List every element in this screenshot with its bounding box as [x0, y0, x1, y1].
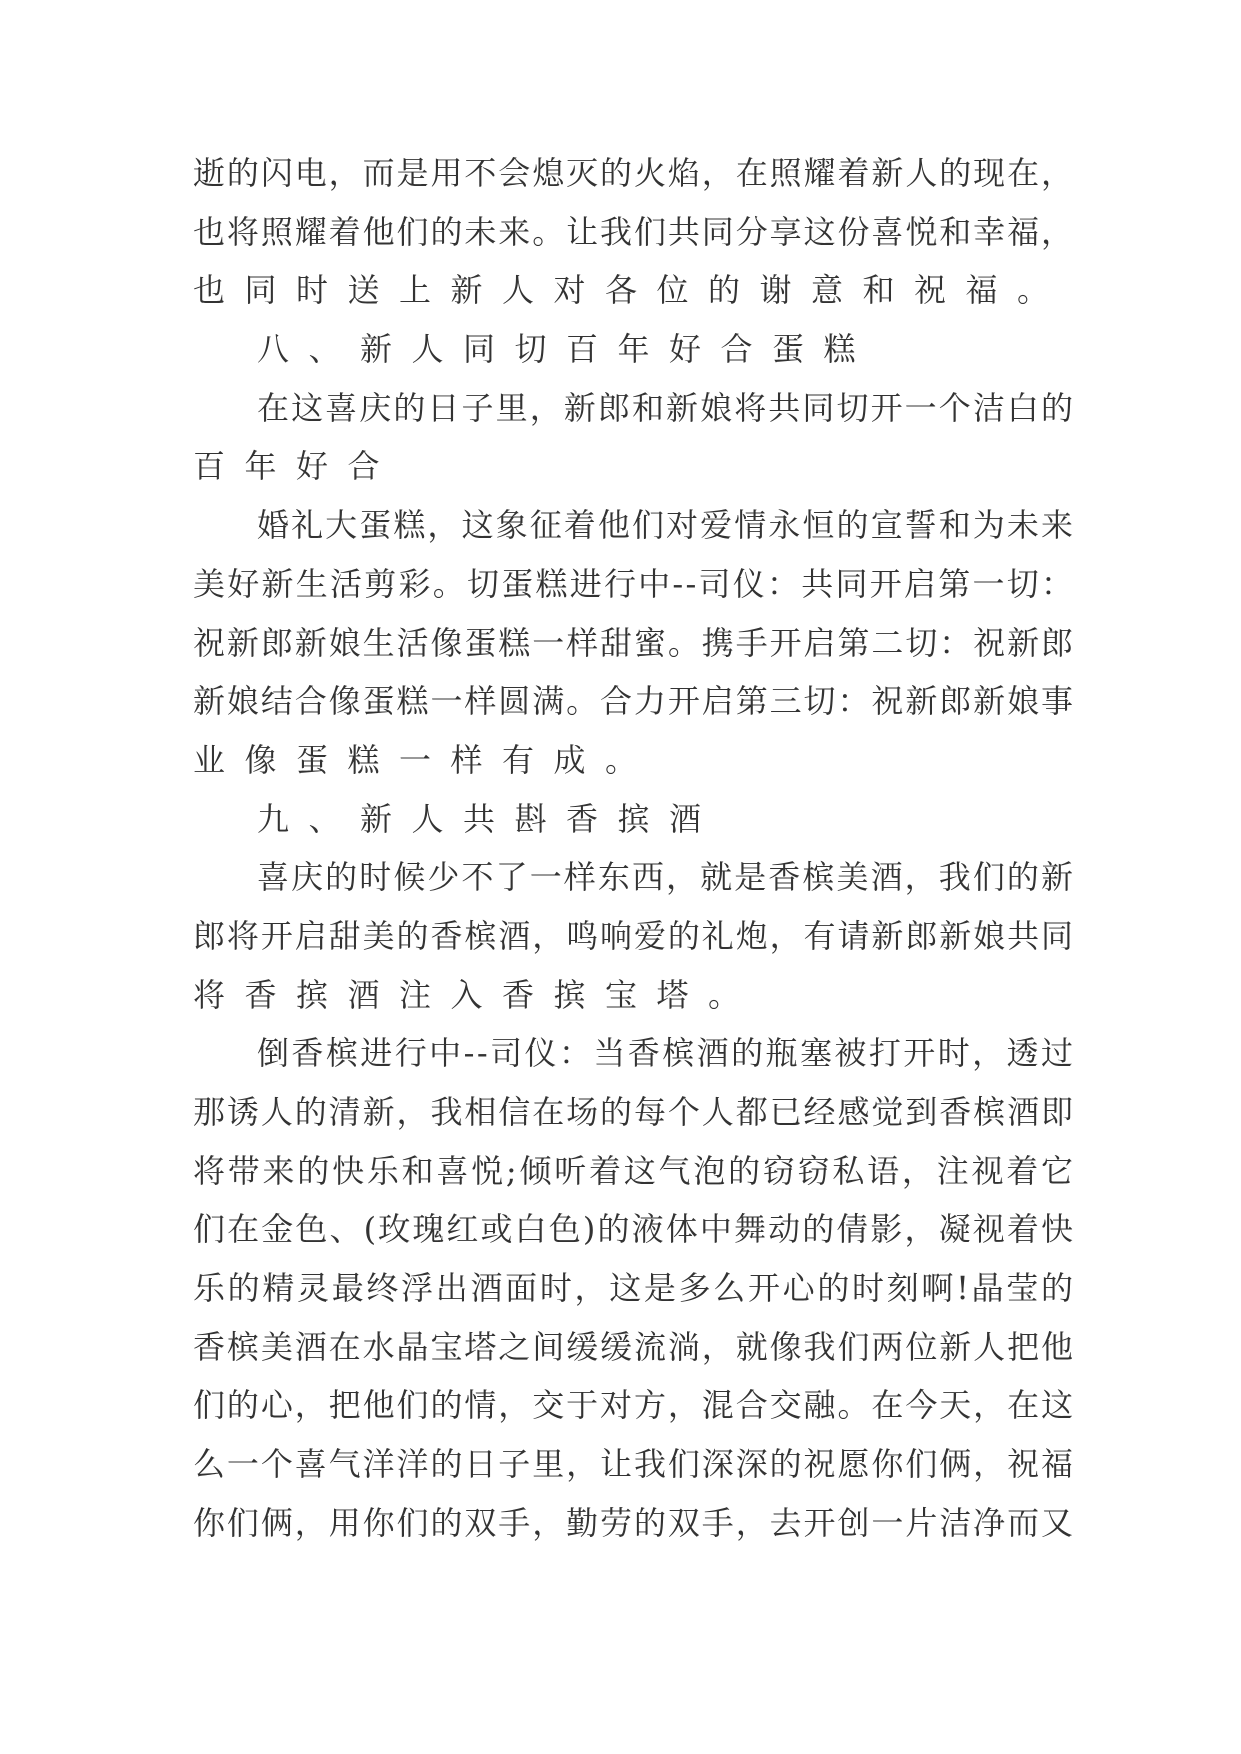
body-text: [193, 154, 1076, 1566]
text-line: 香槟美酒在水晶宝塔之间缓缓流淌，就像我们两位新人把他: [193, 1327, 1075, 1366]
text-line: 九、新人共斟香摈酒: [257, 799, 721, 838]
text-line: 们在金色、(玫瑰红或白色)的液体中舞动的倩影，凝视着快: [193, 1210, 1076, 1249]
text-line: 将带来的快乐和喜悦;倾听着这气泡的窃窃私语，注视着它: [193, 1151, 1076, 1190]
text-line: 祝新郎新娘生活像蛋糕一样甜蜜。携手开启第二切：祝新郎: [193, 623, 1075, 662]
text-line: 么一个喜气洋洋的日子里，让我们深深的祝愿你们俩，祝福: [193, 1445, 1075, 1484]
text-line: 乐的精灵最终浮出酒面时，这是多么开心的时刻啊!晶莹的: [193, 1269, 1076, 1308]
text-line: 业像蛋糕一样有成。: [193, 740, 657, 779]
text-line: 也同时送上新人对各位的谢意和祝福。: [193, 271, 1069, 310]
text-line: 美好新生活剪彩。切蛋糕进行中--司仪：共同开启第一切：: [193, 564, 1076, 603]
text-line: 也将照耀着他们的未来。让我们共同分享这份喜悦和幸福，: [193, 212, 1075, 251]
text-line: 郎将开启甜美的香槟酒，鸣响爱的礼炮，有请新郎新娘共同: [193, 916, 1075, 955]
text-line: 那诱人的清新，我相信在场的每个人都已经感觉到香槟酒即: [193, 1093, 1075, 1131]
text-line: 倒香槟进行中--司仪：当香槟酒的瓶塞被打开时，透过: [257, 1034, 1076, 1073]
text-line: 八、新人同切百年好合蛋糕: [257, 330, 876, 369]
text-line: 你们俩，用你们的双手，勤劳的双手，去开创一片洁净而又: [193, 1503, 1075, 1542]
text-line: 逝的闪电，而是用不会熄灭的火焰，在照耀着新人的现在，: [193, 154, 1075, 192]
text-line: 新娘结合像蛋糕一样圆满。合力开启第三切：祝新郎新娘事: [193, 682, 1075, 721]
text-line: 百年好合: [193, 447, 400, 486]
text-line: 在这喜庆的日子里，新郎和新娘将共同切开一个洁白的: [257, 388, 1076, 427]
text-line: 婚礼大蛋糕，这象征着他们对爱情永恒的宣誓和为未来: [257, 506, 1076, 545]
text-line: 将香摈酒注入香摈宝塔。: [193, 975, 760, 1014]
text-line: 们的心，把他们的情，交于对方，混合交融。在今天，在这: [193, 1386, 1075, 1425]
text-line: 喜庆的时候少不了一样东西，就是香槟美酒，我们的新: [257, 858, 1076, 897]
